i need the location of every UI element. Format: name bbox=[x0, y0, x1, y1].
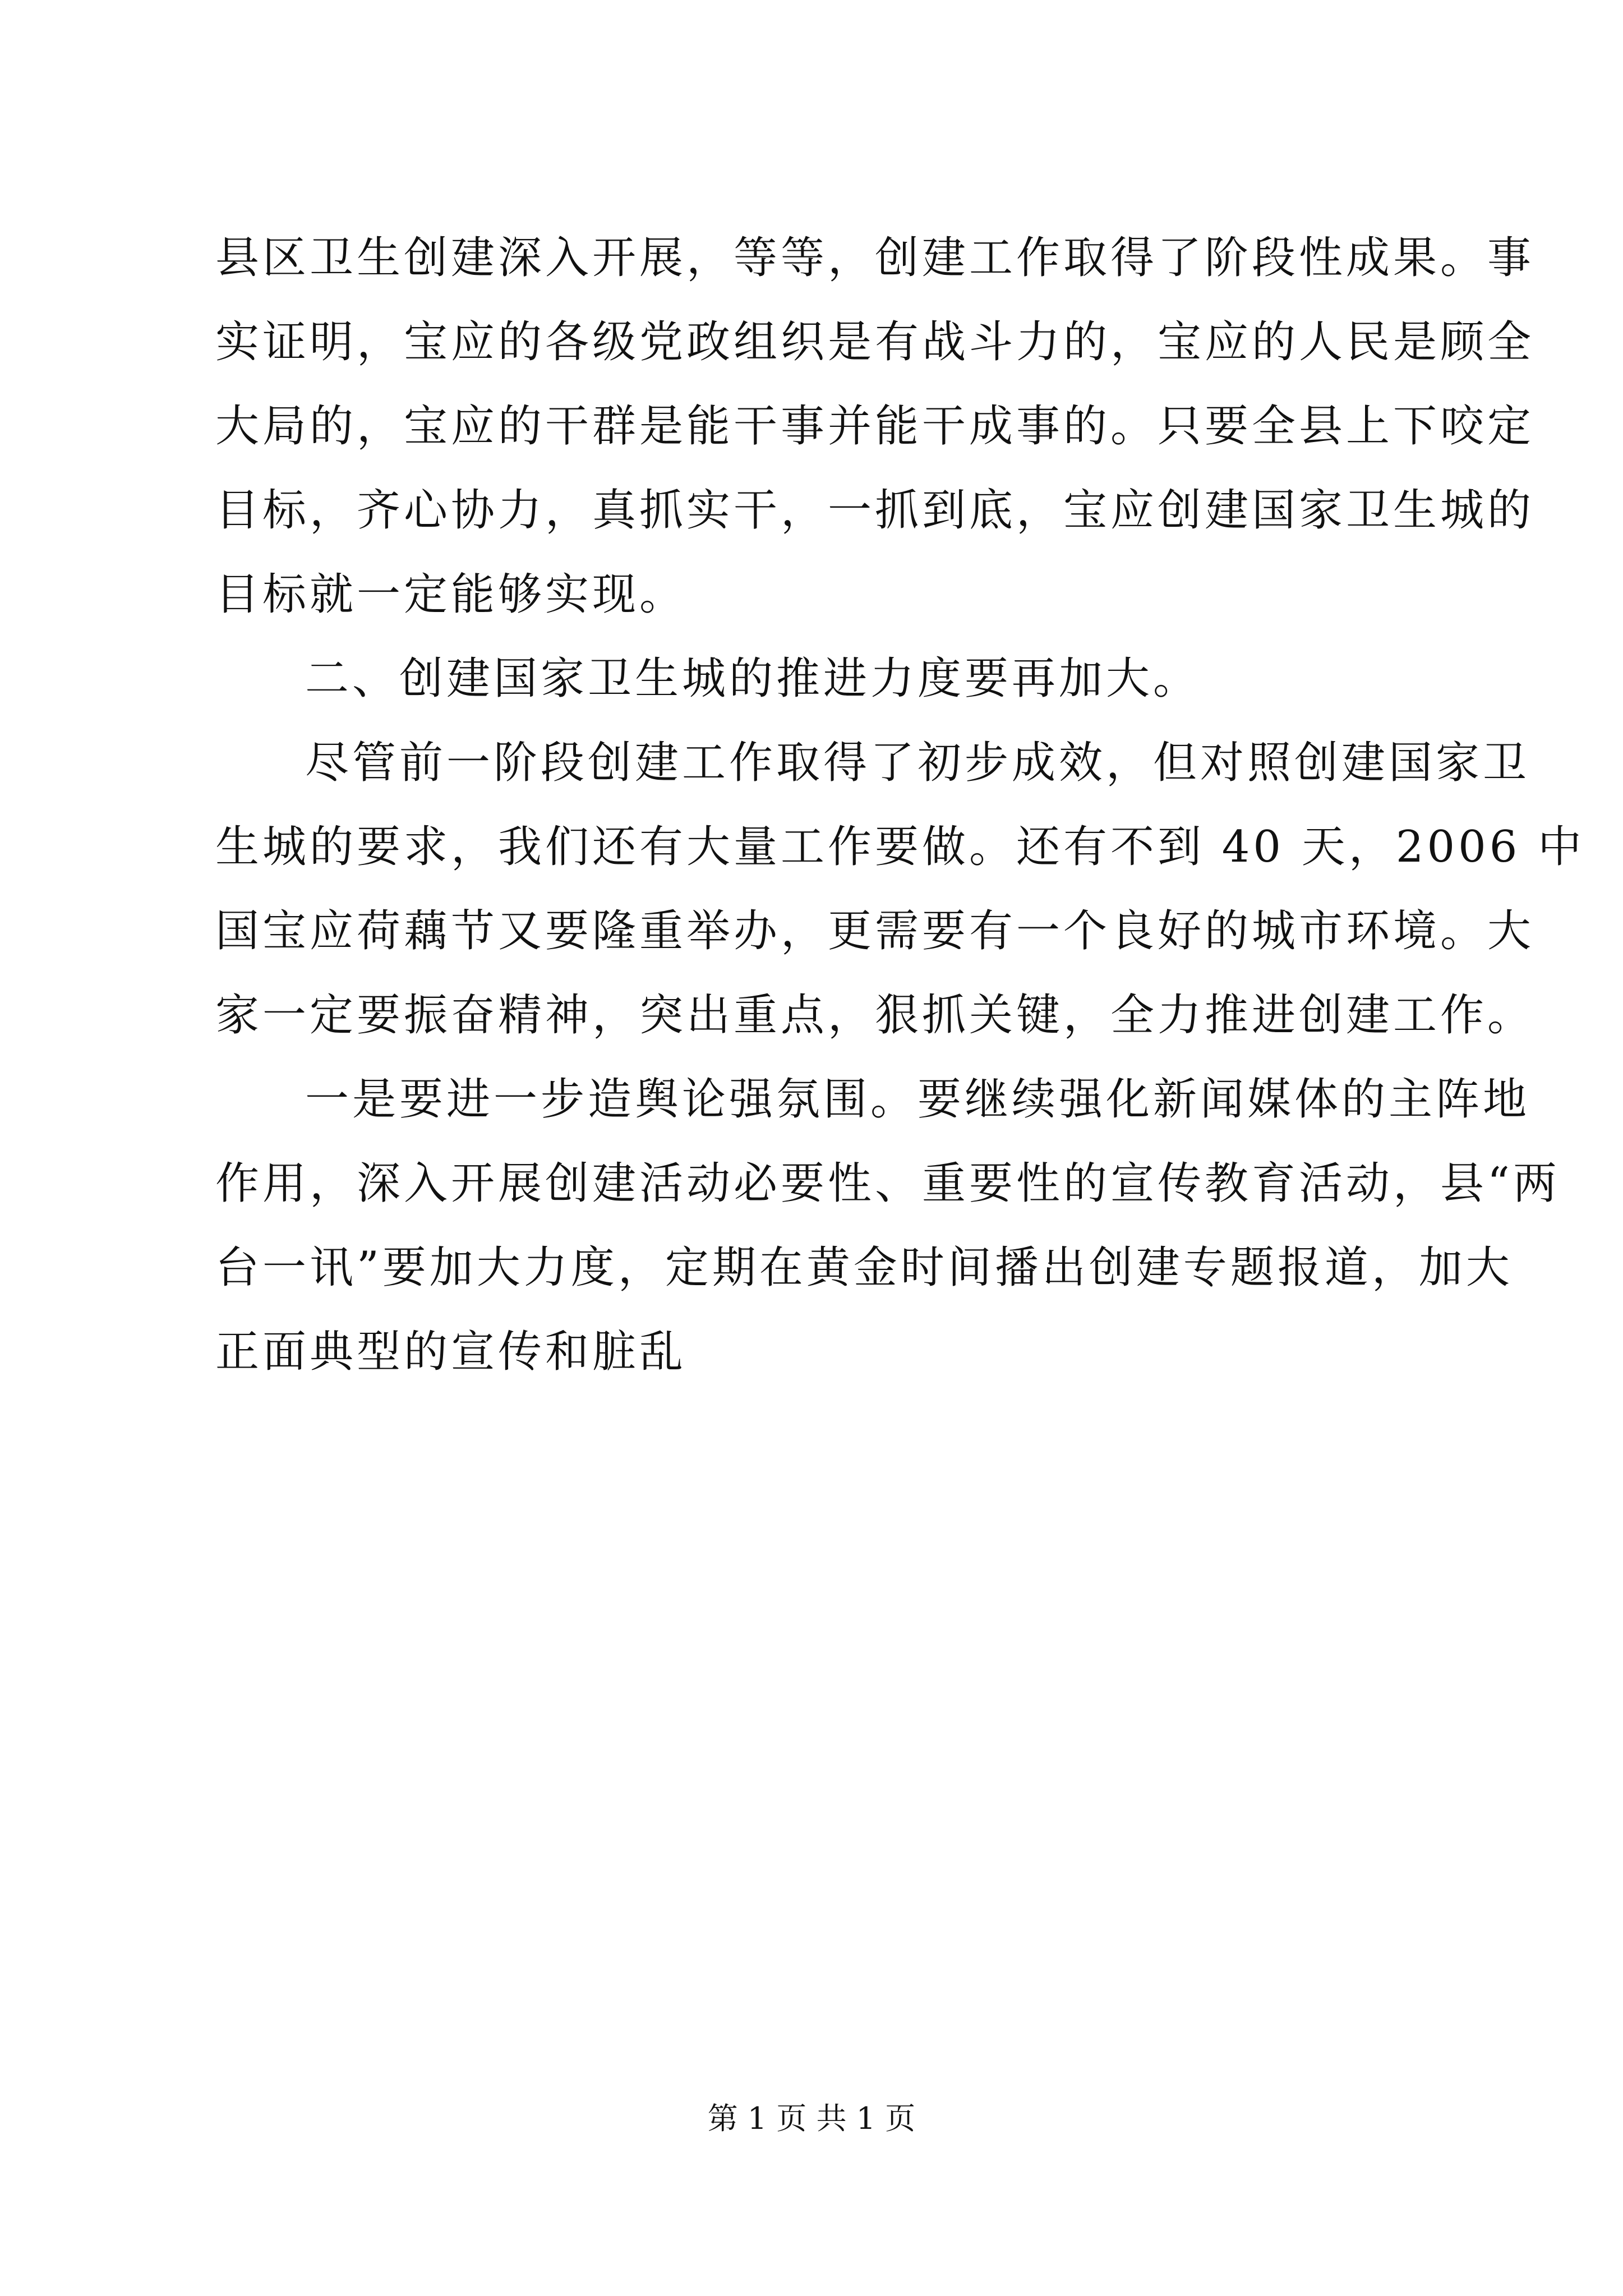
text-line: 台一讯”要加大力度，定期在黄金时间播出创建专题报道，加大 bbox=[215, 1243, 1513, 1293]
text-line: 尽管前一阶段创建工作取得了初步成效，但对照创建国家卫 bbox=[305, 738, 1530, 788]
page-number-footer: 第 1 页 共 1 页 bbox=[707, 2101, 916, 2136]
text-line: 县区卫生创建深入开展，等等，创建工作取得了阶段性成果。事 bbox=[215, 233, 1535, 283]
text-line: 大局的，宝应的干群是能干事并能干成事的。只要全县上下咬定 bbox=[215, 401, 1535, 452]
text-line: 生城的要求，我们还有大量工作要做。还有不到 40 天，2006 中 bbox=[215, 822, 1585, 872]
document-body bbox=[215, 216, 1585, 1394]
section-heading: 二、创建国家卫生城的推进力度要再加大。 bbox=[305, 654, 1201, 704]
text-line: 正面典型的宣传和脏乱 bbox=[215, 1327, 687, 1377]
text-line: 一是要进一步造舆论强氛围。要继续强化新闻媒体的主阵地 bbox=[305, 1074, 1530, 1125]
text-line: 作用，深入开展创建活动必要性、重要性的宣传教育活动，县“两 bbox=[215, 1158, 1560, 1209]
text-line: 目标，齐心协力，真抓实干，一抓到底，宝应创建国家卫生城的 bbox=[215, 485, 1535, 536]
text-line: 目标就一定能够实现。 bbox=[215, 569, 687, 620]
text-line: 家一定要振奋精神，突出重点，狠抓关键，全力推进创建工作。 bbox=[215, 990, 1535, 1041]
text-line: 实证明，宝应的各级党政组织是有战斗力的，宝应的人民是顾全 bbox=[215, 317, 1535, 367]
text-line: 国宝应荷藕节又要隆重举办，更需要有一个良好的城市环境。大 bbox=[215, 906, 1535, 956]
